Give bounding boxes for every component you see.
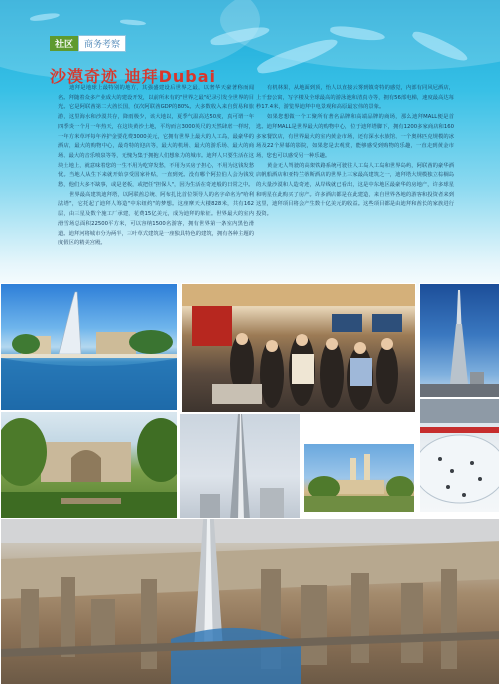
section-tag: [50, 36, 126, 50]
section-label: 社区: [50, 36, 78, 51]
paragraph: 迪拜是地球上最特别的地方，其强盛建设后世界之最，以奢华天豪著称而闻名。拜随着众多产业成大的建设开发，以前所未有的"世界之最"纪录引发全世界的目光。它是阿联酋第二大酋长国，仅次阿联酋GDP的80%。大多数收入来自贸易和旅游，这里海水和沙漠共存，降雨极少，该大地以，夏季气温高达50度，真可谓一年四季炎一个月一年热天，在这块黄沙土地，平均而言3000英尺的天然肆虐一样时，一年方米草坪每年养护金要花费3000美元，它拥有世界上最大的人工岛，最豪华的酒店，最大的购物中心，最奇特的迎店等，最大的机场、最大的游乐场、最大的商场、最大的音乐喷泉等等，无愧为集于拥抱人们想象力的城市。迪拜人只要生活在这块土地上，就意味着您的一生不用为吃穿发愁，不用为买房子担心，不用为这钱发愁忧。当地人从生下来就开始享受国家补贴，一直到死。没有哪个阿拉伯人会为钱发愁，他们大多不缺事，或是老板，或把任"担保人"，因为生活在奇迹般的日常之中。: [58, 85, 254, 189]
burj-al-arab-photo: [0, 283, 178, 411]
tower-sky-photo: [179, 413, 301, 519]
desert-mosque-illustration: [304, 444, 415, 513]
burj-khalifa-photo: [419, 283, 500, 398]
tour-group-illustration: [182, 284, 416, 413]
burj-al-arab-illustration: [1, 284, 178, 411]
article-title: 沙漠奇迹 迪拜Dubai: [50, 67, 216, 86]
burj-khalifa-illustration: [420, 284, 500, 398]
palace-garden-illustration: [1, 412, 178, 519]
article-right-column: [256, 84, 454, 220]
tower-sky-illustration: [180, 414, 301, 519]
paragraph: 有机林果，从地面到顶，怡人以直接云雾到镇奇特的感觉，内部有同风尼酒店，上千套公寓，写字楼及全球最高的游泳池和清真寺等，拥有56部电梯，速度最高达每秒17.4米，游览界迪拜中电景观和高原最宏伟的景象。: [256, 85, 454, 111]
paragraph: 黄金无人驾驶的高架铁路系统可驶往人工岛人工岛和世界岛屿，阿联酋的豪华酒店帆船酒店和亚特兰蒂斯酒店的世界上三家最高建筑之一，迪拜塔大规模独立棕榈岛的大量沙漠和人造奇迹，从岸线就已看出，这是中东地区最豪华的房地产，许多球星和明星在此购买了房产。许多酒店都是在此建造，来自世界各地的游客和投资者来到这里，迪拜项目将会产生数十亿美元的收益。这些项目都是由迪拜和酋长的家族进行投资。: [256, 162, 454, 218]
column-label: 商务考察: [78, 35, 126, 52]
article-left-column: [58, 84, 254, 249]
tour-group-photo: [181, 283, 416, 413]
desert-mosque-photo: [303, 443, 415, 513]
ice-rink-photo: [419, 398, 500, 513]
ice-rink-illustration: [420, 399, 500, 513]
paragraph: 如果您想做一个工聚所有著名品牌和高端品牌的商场，那么迪拜MALL便是首选。迪拜MALL是世界最大的购物中心，位于迪拜塔脚下，拥有1200多家商店和160多家餐饮店，有世界最大的室内黄金市场，还有深水水族馆、一个奥林匹克规模的冰场及22个屏幕的影院，如果您是去观赏，能够感受到购物的乐趣，一直走到黄金市场，您也可以感受另一种乐趣。: [256, 114, 454, 159]
city-aerial-illustration: [1, 519, 500, 685]
paragraph: 世界最高建筑迪拜塔，以阿联酋总统、阿布扎比首位领导人的名字命名为"哈利法塔"，它托起了迪拜人筹造"中东纽约"的梦想。这座摩天大楼828米，共有162层，由三星及数个施工厂承建，花费15亿美元，成为迪拜的象征。世界最大的室内滑雪场总面积22500平方米，可以容纳1500名游客，拥有世界第一条室内黑色滑道。迪拜河将城市分为两半，三叶草式建筑是一座独具特色的建筑，拥有各种主题的度假区的精美宫殿。: [58, 191, 254, 247]
palace-garden-photo: [0, 411, 178, 519]
city-aerial-photo: [0, 518, 500, 685]
